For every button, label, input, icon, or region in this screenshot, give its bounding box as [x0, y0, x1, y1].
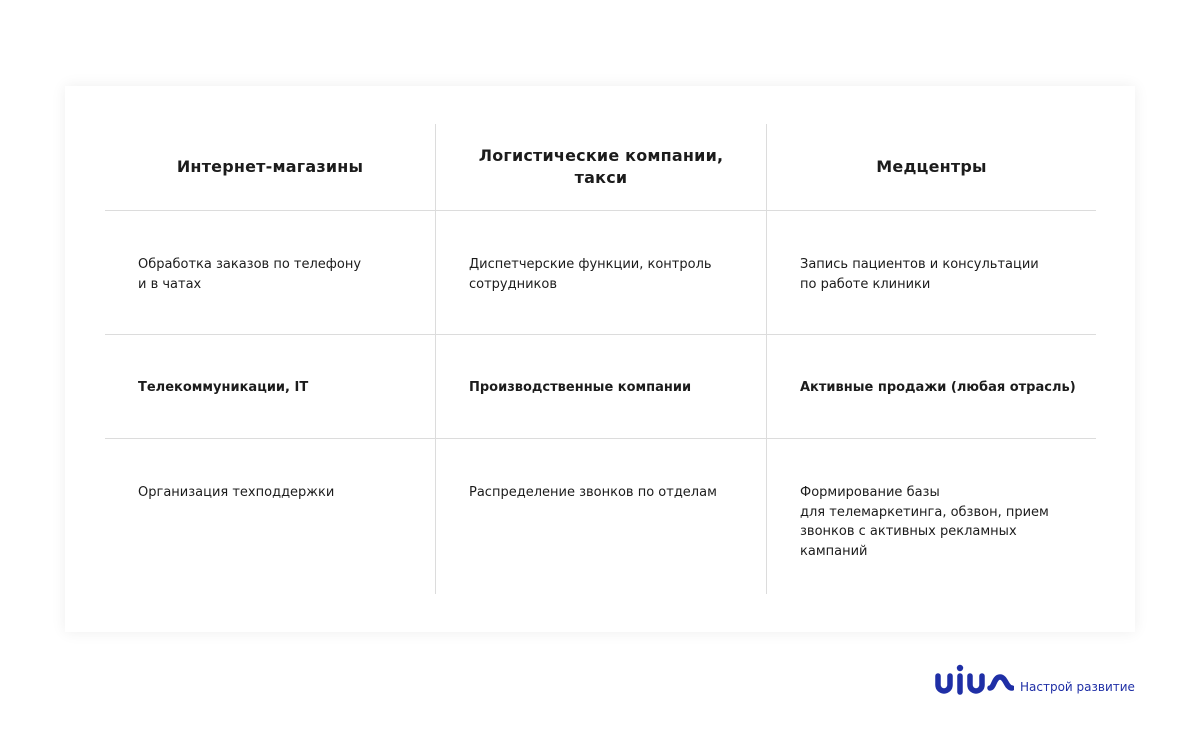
header-active-sales-label: Активные продажи (любая отрасль) — [800, 380, 1076, 395]
desc-logistics-line-1: Диспетчерские функции, контроль — [469, 257, 712, 272]
uis-logo-icon — [934, 664, 1014, 696]
desc-medcenters — [767, 211, 1096, 335]
desc-active-sales-line-3: звонков с активных рекламных — [800, 524, 1017, 539]
desc-active-sales-line-2: для телемаркетинга, обзвон, прием — [800, 504, 1049, 520]
header-active-sales — [767, 335, 1096, 439]
header-logistics-line-2: такси — [574, 168, 628, 187]
segments-card — [65, 86, 1135, 632]
desc-logistics — [436, 211, 767, 335]
desc-manufacturing — [436, 439, 767, 594]
header-manufacturing-label: Производственные компании — [469, 380, 692, 395]
brand-logo — [934, 664, 1135, 696]
desc-telecom — [105, 439, 436, 594]
header-telecom-label: Телекоммуникации, IT — [138, 380, 309, 395]
desc-telecom-line-1: Организация техподдержки — [138, 485, 335, 500]
desc-active-sales — [767, 439, 1096, 594]
segments-table — [105, 124, 1096, 594]
desc-ecommerce-line-1: Обработка заказов по телефону — [138, 257, 362, 272]
header-telecom — [105, 335, 436, 439]
header-manufacturing — [436, 335, 767, 439]
header-ecommerce — [105, 124, 436, 211]
desc-medcenters-line-2: по работе клиники — [800, 276, 931, 292]
header-logistics — [436, 124, 767, 211]
header-medcenters-label: Медцентры — [876, 157, 987, 176]
desc-ecommerce — [105, 211, 436, 335]
brand-tagline: Настрой развитие — [1020, 680, 1135, 694]
desc-manufacturing-line-1: Распределение звонков по отделам — [469, 485, 717, 500]
desc-ecommerce-line-2: и в чатах — [138, 276, 202, 292]
header-logistics-line-1: Логистические компании, — [478, 146, 724, 165]
desc-active-sales-line-4: кампаний — [800, 543, 868, 559]
header-ecommerce-label: Интернет-магазины — [176, 157, 364, 176]
header-medcenters — [767, 124, 1096, 211]
desc-active-sales-line-1: Формирование базы — [800, 485, 940, 500]
desc-logistics-line-2: сотрудников — [469, 276, 558, 292]
desc-medcenters-line-1: Запись пациентов и консультации — [800, 257, 1039, 272]
